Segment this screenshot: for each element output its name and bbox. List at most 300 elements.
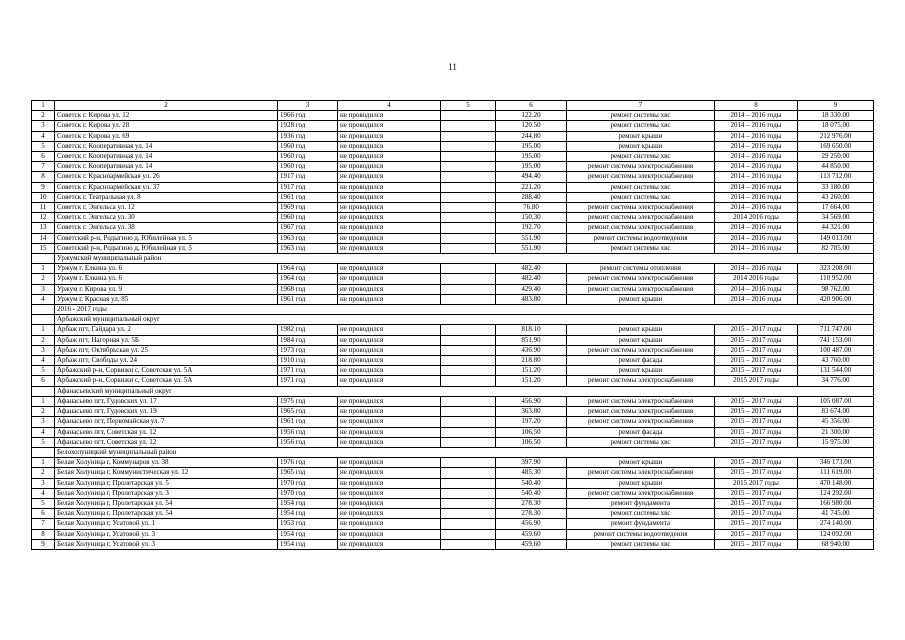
work-type-cell: ремонт крыши bbox=[567, 141, 715, 151]
table-row bbox=[32, 274, 874, 284]
period-cell: 2015 – 2017 годы bbox=[715, 509, 798, 519]
row-index-cell: 6 bbox=[32, 509, 55, 519]
table-row bbox=[32, 152, 874, 162]
area-cell: 363.80 bbox=[496, 407, 567, 417]
last-repair-cell: не проводился bbox=[338, 488, 441, 498]
last-repair-cell: не проводился bbox=[338, 131, 441, 141]
empty-cell bbox=[441, 141, 496, 151]
table-row bbox=[32, 162, 874, 172]
column-number-row bbox=[32, 101, 874, 111]
work-type-cell: ремонт системы хвс bbox=[567, 243, 715, 253]
address-cell: Арбаж пгт, Октябрьская ул. 25 bbox=[55, 345, 278, 355]
address-cell: Уржум г. Елкина ул. 6 bbox=[55, 274, 278, 284]
work-type-cell: ремонт системы хвс bbox=[567, 437, 715, 447]
table-row bbox=[32, 498, 874, 508]
empty-cell bbox=[441, 233, 496, 243]
period-cell: 2015 – 2017 годы bbox=[715, 519, 798, 529]
work-type-cell: ремонт системы водоотведения bbox=[567, 233, 715, 243]
empty-cell bbox=[441, 417, 496, 427]
area-cell: 218.80 bbox=[496, 356, 567, 366]
last-repair-cell: не проводился bbox=[338, 203, 441, 213]
area-cell: 482.40 bbox=[496, 264, 567, 274]
cost-cell: 33 180.00 bbox=[798, 182, 874, 192]
cost-cell: 323 208.00 bbox=[798, 264, 874, 274]
section-row bbox=[32, 447, 874, 457]
row-index-cell: 2 bbox=[32, 274, 55, 284]
period-cell: 2015 – 2017 годы bbox=[715, 529, 798, 539]
table-row bbox=[32, 294, 874, 304]
empty-cell bbox=[441, 539, 496, 549]
area-cell: 122.20 bbox=[496, 111, 567, 121]
period-cell: 2015 – 2017 годы bbox=[715, 427, 798, 437]
last-repair-cell: не проводился bbox=[338, 274, 441, 284]
empty-cell bbox=[441, 376, 496, 386]
cost-cell: 44 850.00 bbox=[798, 162, 874, 172]
work-type-cell: ремонт крыши bbox=[567, 131, 715, 141]
section-row bbox=[32, 305, 874, 315]
row-index-cell: 1 bbox=[32, 458, 55, 468]
row-index-cell: 4 bbox=[32, 131, 55, 141]
work-type-cell: ремонт системы электроснабжения bbox=[567, 203, 715, 213]
column-number: 7 bbox=[567, 101, 715, 111]
page-number: 11 bbox=[448, 62, 457, 72]
area-cell: 551.90 bbox=[496, 233, 567, 243]
period-cell: 2015 – 2017 годы bbox=[715, 325, 798, 335]
empty-cell bbox=[441, 407, 496, 417]
build-year-cell: 1971 год bbox=[278, 376, 338, 386]
address-cell: Уржум г. Красная ул. 85 bbox=[55, 294, 278, 304]
table-row bbox=[32, 509, 874, 519]
empty-cell bbox=[441, 345, 496, 355]
build-year-cell: 1964 год bbox=[278, 274, 338, 284]
table-row bbox=[32, 243, 874, 253]
period-cell: 2014 – 2016 годы bbox=[715, 182, 798, 192]
table-row bbox=[32, 213, 874, 223]
work-type-cell: ремонт системы электроснабжения bbox=[567, 345, 715, 355]
period-cell: 2015 – 2017 годы bbox=[715, 539, 798, 549]
period-cell: 2014 – 2016 годы bbox=[715, 284, 798, 294]
area-cell: 120.50 bbox=[496, 121, 567, 131]
row-index-cell: 1 bbox=[32, 264, 55, 274]
build-year-cell: 1971 год bbox=[278, 366, 338, 376]
row-index-cell: 8 bbox=[32, 172, 55, 182]
last-repair-cell: не проводился bbox=[338, 356, 441, 366]
cost-cell: 110 952.00 bbox=[798, 274, 874, 284]
work-type-cell: ремонт системы хвс bbox=[567, 121, 715, 131]
empty-cell bbox=[441, 121, 496, 131]
cost-cell: 169 650.00 bbox=[798, 141, 874, 151]
row-index-cell: 7 bbox=[32, 519, 55, 529]
last-repair-cell: не проводился bbox=[338, 141, 441, 151]
empty-cell bbox=[441, 335, 496, 345]
table-body bbox=[32, 101, 874, 550]
period-cell: 2014 – 2016 годы bbox=[715, 121, 798, 131]
work-type-cell: ремонт системы хвс bbox=[567, 509, 715, 519]
empty-cell bbox=[441, 468, 496, 478]
table-row bbox=[32, 539, 874, 549]
row-index-cell: 5 bbox=[32, 498, 55, 508]
last-repair-cell: не проводился bbox=[338, 376, 441, 386]
row-index-cell: 6 bbox=[32, 152, 55, 162]
empty-cell bbox=[441, 162, 496, 172]
empty-cell bbox=[441, 172, 496, 182]
work-type-cell: ремонт фундамента bbox=[567, 498, 715, 508]
work-type-cell: ремонт системы электроснабжения bbox=[567, 396, 715, 406]
address-cell: Уржум г. Кирова ул. 9 bbox=[55, 284, 278, 294]
period-cell: 2015 – 2017 годы bbox=[715, 468, 798, 478]
work-type-cell: ремонт системы электроснабжения bbox=[567, 407, 715, 417]
area-cell: 456.90 bbox=[496, 519, 567, 529]
work-type-cell: ремонт системы электроснабжения bbox=[567, 284, 715, 294]
column-number: 8 bbox=[715, 101, 798, 111]
address-cell: Белая Холуница г, Пролетарская ул. 54 bbox=[55, 509, 278, 519]
build-year-cell: 1954 год bbox=[278, 498, 338, 508]
column-number: 4 bbox=[338, 101, 441, 111]
last-repair-cell: не проводился bbox=[338, 529, 441, 539]
area-cell: 456.90 bbox=[496, 396, 567, 406]
row-index-cell: 4 bbox=[32, 294, 55, 304]
row-index-cell: 3 bbox=[32, 284, 55, 294]
period-cell: 2014 – 2016 годы bbox=[715, 264, 798, 274]
build-year-cell: 1917 год bbox=[278, 172, 338, 182]
build-year-cell: 1975 год bbox=[278, 396, 338, 406]
last-repair-cell: не проводился bbox=[338, 478, 441, 488]
address-cell: Советск г. Кирова ул. 69 bbox=[55, 131, 278, 141]
address-cell: Афанасьево пгт, Советская ул. 12 bbox=[55, 427, 278, 437]
build-year-cell: 1984 год bbox=[278, 335, 338, 345]
build-year-cell: 1960 год bbox=[278, 152, 338, 162]
address-cell: Советский р-н, Родыгино д, Юбилейная ул. 5 bbox=[55, 233, 278, 243]
build-year-cell: 1982 год bbox=[278, 325, 338, 335]
cost-cell: 346 173.00 bbox=[798, 458, 874, 468]
cost-cell: 68 940.00 bbox=[798, 539, 874, 549]
period-cell: 2015 2017 годы bbox=[715, 376, 798, 386]
build-year-cell: 1963 год bbox=[278, 233, 338, 243]
last-repair-cell: не проводился bbox=[338, 213, 441, 223]
cost-cell: 741 153.00 bbox=[798, 335, 874, 345]
build-year-cell: 1964 год bbox=[278, 264, 338, 274]
cost-cell: 149 013.00 bbox=[798, 233, 874, 243]
table-row bbox=[32, 335, 874, 345]
cost-cell: 34 776.00 bbox=[798, 376, 874, 386]
table-row bbox=[32, 131, 874, 141]
period-cell: 2015 – 2017 годы bbox=[715, 396, 798, 406]
cost-cell: 45 356.00 bbox=[798, 417, 874, 427]
cost-cell: 17 664.00 bbox=[798, 203, 874, 213]
period-cell: 2015 – 2017 годы bbox=[715, 335, 798, 345]
last-repair-cell: не проводился bbox=[338, 233, 441, 243]
period-cell: 2014 – 2016 годы bbox=[715, 111, 798, 121]
work-type-cell: ремонт крыши bbox=[567, 478, 715, 488]
work-type-cell: ремонт системы хвс bbox=[567, 182, 715, 192]
column-number: 6 bbox=[496, 101, 567, 111]
section-row bbox=[32, 254, 874, 264]
address-cell: Арбаж пгт, Свободы ул. 24 bbox=[55, 356, 278, 366]
build-year-cell: 1963 год bbox=[278, 243, 338, 253]
empty-cell bbox=[441, 529, 496, 539]
row-index-cell: 4 bbox=[32, 356, 55, 366]
empty-cell bbox=[441, 223, 496, 233]
cost-cell: 43 760.00 bbox=[798, 356, 874, 366]
table-row bbox=[32, 396, 874, 406]
cost-cell: 29 250.00 bbox=[798, 152, 874, 162]
repair-schedule-table bbox=[31, 100, 874, 550]
address-cell: Уржум г. Елкина ул. 6 bbox=[55, 264, 278, 274]
last-repair-cell: не проводился bbox=[338, 498, 441, 508]
build-year-cell: 1969 год bbox=[278, 203, 338, 213]
table-row bbox=[32, 458, 874, 468]
row-index-cell: 2 bbox=[32, 468, 55, 478]
area-cell: 106.50 bbox=[496, 437, 567, 447]
area-cell: 151.20 bbox=[496, 376, 567, 386]
build-year-cell: 1961 год bbox=[278, 192, 338, 202]
work-type-cell: ремонт фасада bbox=[567, 427, 715, 437]
empty-cell bbox=[441, 427, 496, 437]
table-row bbox=[32, 437, 874, 447]
period-cell: 2014 – 2016 годы bbox=[715, 131, 798, 141]
address-cell: Арбажский р-н, Сорвижи с, Советская ул. 5А bbox=[55, 376, 278, 386]
work-type-cell: ремонт фасада bbox=[567, 356, 715, 366]
empty-cell bbox=[441, 366, 496, 376]
area-cell: 459.60 bbox=[496, 529, 567, 539]
last-repair-cell: не проводился bbox=[338, 407, 441, 417]
row-index-cell: 5 bbox=[32, 141, 55, 151]
build-year-cell: 1960 год bbox=[278, 162, 338, 172]
section-index-cell bbox=[32, 386, 55, 396]
period-cell: 2014 – 2016 годы bbox=[715, 172, 798, 182]
last-repair-cell: не проводился bbox=[338, 539, 441, 549]
table-row bbox=[32, 141, 874, 151]
work-type-cell: ремонт системы хвс bbox=[567, 111, 715, 121]
period-cell: 2014 – 2016 годы bbox=[715, 162, 798, 172]
cost-cell: 18 330.00 bbox=[798, 111, 874, 121]
address-cell: Афанасьево пгт, Первомайская ул. 7 bbox=[55, 417, 278, 427]
table-row bbox=[32, 172, 874, 182]
empty-cell bbox=[441, 437, 496, 447]
last-repair-cell: не проводился bbox=[338, 335, 441, 345]
empty-cell bbox=[441, 213, 496, 223]
area-cell: 483.80 bbox=[496, 294, 567, 304]
last-repair-cell: не проводился bbox=[338, 417, 441, 427]
table-row bbox=[32, 182, 874, 192]
table-row bbox=[32, 121, 874, 131]
last-repair-cell: не проводился bbox=[338, 437, 441, 447]
last-repair-cell: не проводился bbox=[338, 121, 441, 131]
row-index-cell: 4 bbox=[32, 488, 55, 498]
last-repair-cell: не проводился bbox=[338, 294, 441, 304]
cost-cell: 274 140.00 bbox=[798, 519, 874, 529]
address-cell: Советск г. Кирова ул. 12 bbox=[55, 111, 278, 121]
section-row bbox=[32, 315, 874, 325]
build-year-cell: 1954 год bbox=[278, 529, 338, 539]
table-row bbox=[32, 376, 874, 386]
last-repair-cell: не проводился bbox=[338, 366, 441, 376]
row-index-cell: 1 bbox=[32, 325, 55, 335]
last-repair-cell: не проводился bbox=[338, 284, 441, 294]
row-index-cell: 3 bbox=[32, 345, 55, 355]
cost-cell: 105 087.00 bbox=[798, 396, 874, 406]
period-cell: 2014 2016 годы bbox=[715, 213, 798, 223]
table-row bbox=[32, 468, 874, 478]
address-cell: Советск г. Энгельса ул. 38 bbox=[55, 223, 278, 233]
build-year-cell: 1973 год bbox=[278, 345, 338, 355]
build-year-cell: 1970 год bbox=[278, 488, 338, 498]
area-cell: 150.30 bbox=[496, 213, 567, 223]
period-cell: 2015 – 2017 годы bbox=[715, 407, 798, 417]
row-index-cell: 3 bbox=[32, 121, 55, 131]
area-cell: 436.90 bbox=[496, 345, 567, 355]
area-cell: 540.40 bbox=[496, 478, 567, 488]
empty-cell bbox=[441, 111, 496, 121]
period-cell: 2015 – 2017 годы bbox=[715, 458, 798, 468]
table-row bbox=[32, 233, 874, 243]
period-cell: 2014 2016 годы bbox=[715, 274, 798, 284]
row-index-cell: 5 bbox=[32, 366, 55, 376]
row-index-cell: 9 bbox=[32, 182, 55, 192]
table-row bbox=[32, 488, 874, 498]
last-repair-cell: не проводился bbox=[338, 509, 441, 519]
build-year-cell: 1954 год bbox=[278, 509, 338, 519]
empty-cell bbox=[441, 284, 496, 294]
period-cell: 2015 – 2017 годы bbox=[715, 356, 798, 366]
last-repair-cell: не проводился bbox=[338, 111, 441, 121]
cost-cell: 15 975.00 bbox=[798, 437, 874, 447]
build-year-cell: 1967 год bbox=[278, 223, 338, 233]
column-number: 1 bbox=[32, 101, 55, 111]
address-cell: Советск г. Красноармейская ул. 37 bbox=[55, 182, 278, 192]
row-index-cell: 11 bbox=[32, 203, 55, 213]
period-cell: 2015 2017 годы bbox=[715, 478, 798, 488]
column-number: 3 bbox=[278, 101, 338, 111]
area-cell: 551.90 bbox=[496, 243, 567, 253]
build-year-cell: 1956 год bbox=[278, 427, 338, 437]
period-cell: 2014 – 2016 годы bbox=[715, 294, 798, 304]
area-cell: 818.10 bbox=[496, 325, 567, 335]
empty-cell bbox=[441, 131, 496, 141]
work-type-cell: ремонт системы хвс bbox=[567, 539, 715, 549]
build-year-cell: 1960 год bbox=[278, 141, 338, 151]
column-number: 2 bbox=[55, 101, 278, 111]
address-cell: Советск г. Энгельса ул. 30 bbox=[55, 213, 278, 223]
empty-cell bbox=[441, 488, 496, 498]
address-cell: Советский р-н, Родыгино д, Юбилейная ул. 5 bbox=[55, 243, 278, 253]
area-cell: 106.50 bbox=[496, 427, 567, 437]
cost-cell: 212 976.00 bbox=[798, 131, 874, 141]
row-index-cell: 3 bbox=[32, 478, 55, 488]
table-row bbox=[32, 519, 874, 529]
area-cell: 151.20 bbox=[496, 366, 567, 376]
cost-cell: 82 785.00 bbox=[798, 243, 874, 253]
last-repair-cell: не проводился bbox=[338, 182, 441, 192]
address-cell: Советск г. Кирова ул. 28 bbox=[55, 121, 278, 131]
area-cell: 851.90 bbox=[496, 335, 567, 345]
empty-cell bbox=[441, 243, 496, 253]
work-type-cell: ремонт крыши bbox=[567, 325, 715, 335]
last-repair-cell: не проводился bbox=[338, 223, 441, 233]
build-year-cell: 1968 год bbox=[278, 284, 338, 294]
empty-cell bbox=[441, 274, 496, 284]
row-index-cell: 14 bbox=[32, 233, 55, 243]
cost-cell: 83 674.00 bbox=[798, 407, 874, 417]
address-cell: Арбажский р-н, Сорвижи с, Советская ул. 5А bbox=[55, 366, 278, 376]
table-row bbox=[32, 192, 874, 202]
period-cell: 2014 – 2016 годы bbox=[715, 233, 798, 243]
row-index-cell: 7 bbox=[32, 162, 55, 172]
row-index-cell: 3 bbox=[32, 417, 55, 427]
section-row bbox=[32, 386, 874, 396]
address-cell: Афанасьево пгт, Гудовских ул. 19 bbox=[55, 407, 278, 417]
address-cell: Белая Холуница г, Коммунистическая ул. 12 bbox=[55, 468, 278, 478]
work-type-cell: ремонт фундамента bbox=[567, 519, 715, 529]
column-number: 9 bbox=[798, 101, 874, 111]
area-cell: 540.40 bbox=[496, 488, 567, 498]
work-type-cell: ремонт системы электроснабжения bbox=[567, 223, 715, 233]
build-year-cell: 1956 год bbox=[278, 437, 338, 447]
empty-cell bbox=[441, 396, 496, 406]
build-year-cell: 1976 год bbox=[278, 458, 338, 468]
row-index-cell: 1 bbox=[32, 396, 55, 406]
cost-cell: 113 712.00 bbox=[798, 172, 874, 182]
work-type-cell: ремонт системы водоотведения bbox=[567, 529, 715, 539]
section-title: Афанасьевский муниципальный округ bbox=[55, 386, 874, 396]
address-cell: Советск г. Красноармейская ул. 26 bbox=[55, 172, 278, 182]
row-index-cell: 5 bbox=[32, 437, 55, 447]
cost-cell: 711 747.00 bbox=[798, 325, 874, 335]
area-cell: 192.70 bbox=[496, 223, 567, 233]
empty-cell bbox=[441, 152, 496, 162]
table-row bbox=[32, 264, 874, 274]
table-row bbox=[32, 478, 874, 488]
cost-cell: 124 092.00 bbox=[798, 529, 874, 539]
work-type-cell: ремонт крыши bbox=[567, 335, 715, 345]
build-year-cell: 1954 год bbox=[278, 539, 338, 549]
work-type-cell: ремонт системы электроснабжения bbox=[567, 417, 715, 427]
section-index-cell bbox=[32, 315, 55, 325]
cost-cell: 21 300.00 bbox=[798, 427, 874, 437]
area-cell: 397.90 bbox=[496, 458, 567, 468]
area-cell: 278.30 bbox=[496, 498, 567, 508]
table-row bbox=[32, 111, 874, 121]
area-cell: 195.00 bbox=[496, 152, 567, 162]
cost-cell: 131 544.00 bbox=[798, 366, 874, 376]
cost-cell: 124 292.00 bbox=[798, 488, 874, 498]
last-repair-cell: не проводился bbox=[338, 243, 441, 253]
address-cell: Арбаж пгт, Нагорная ул. 5Б bbox=[55, 335, 278, 345]
empty-cell bbox=[441, 356, 496, 366]
build-year-cell: 1965 год bbox=[278, 407, 338, 417]
empty-cell bbox=[441, 498, 496, 508]
period-cell: 2014 – 2016 годы bbox=[715, 141, 798, 151]
period-cell: 2015 – 2017 годы bbox=[715, 498, 798, 508]
row-index-cell: 8 bbox=[32, 529, 55, 539]
area-cell: 485.30 bbox=[496, 468, 567, 478]
empty-cell bbox=[441, 325, 496, 335]
last-repair-cell: не проводился bbox=[338, 458, 441, 468]
cost-cell: 470 148.00 bbox=[798, 478, 874, 488]
section-index-cell bbox=[32, 254, 55, 264]
table-row bbox=[32, 407, 874, 417]
area-cell: 429.40 bbox=[496, 284, 567, 294]
section-title: Белохолуницкий муниципальный район bbox=[55, 447, 874, 457]
period-cell: 2014 – 2016 годы bbox=[715, 223, 798, 233]
last-repair-cell: не проводился bbox=[338, 162, 441, 172]
row-index-cell: 2 bbox=[32, 111, 55, 121]
cost-cell: 111 619.00 bbox=[798, 468, 874, 478]
area-cell: 459.60 bbox=[496, 539, 567, 549]
section-title: 2016 - 2017 годы bbox=[55, 305, 874, 315]
address-cell: Советск г. Кооперативная ул. 14 bbox=[55, 162, 278, 172]
last-repair-cell: не проводился bbox=[338, 264, 441, 274]
